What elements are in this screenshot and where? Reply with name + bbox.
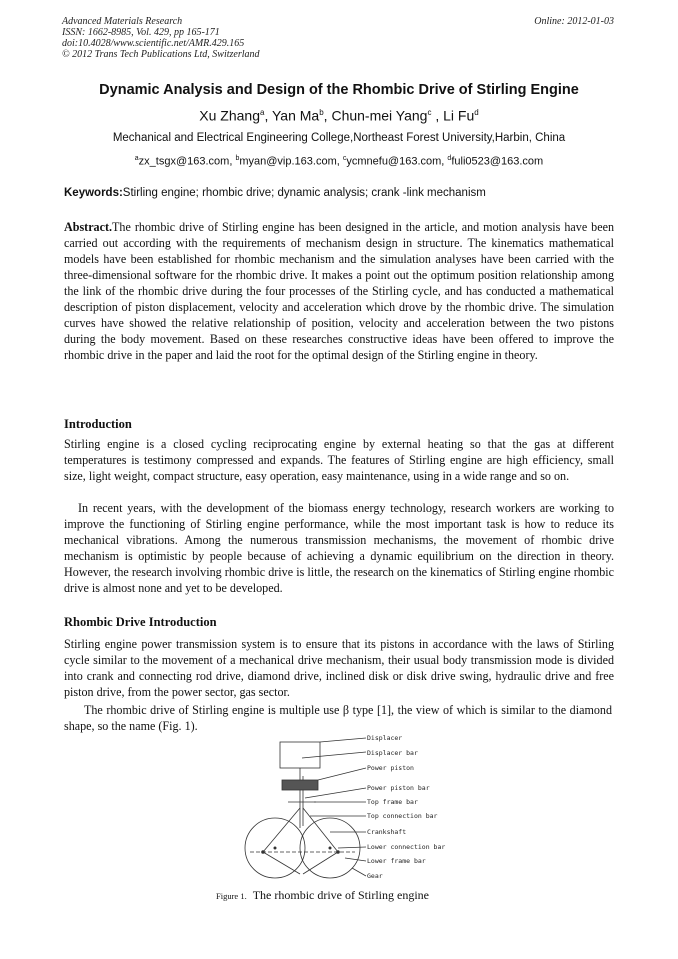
author-sep: , [264, 107, 272, 124]
figure-label: Crankshaft [367, 828, 407, 836]
intro-heading: Introduction [64, 417, 132, 431]
crank-centre-dot [329, 847, 332, 850]
abstract-text: The rhombic drive of Stirling engine has been designed in the article, and motion analysis have been carried out according with the requirements of mechanism design in structure. The kinematics mathematical models have been established for rhombic mechanism and the simulation analyses have been carried with the three-dimensional software for the rhombic drive. It makes a point out the optimum position relationship among the link of the rhombic drive during the four processes of the Stirling cycle, and has conducted a mathematical description of piston displacement, velocity and acceleration which drove by the rhombic drive. The simulation curves have showed the relative relationship of position, velocity and acceleration between the two pistons during the body movement. Based on these researches constructive ideas have been offered to improve the rhombic drive in the paper and laid the root for the optimal design of the Stirling engine in theory. [64, 220, 614, 362]
email-sep: , [441, 155, 448, 168]
author-name: Chun-mei Yang [331, 107, 428, 124]
email-sep: , [229, 155, 236, 168]
figure-label: Lower frame bar [367, 857, 426, 865]
figure-label: Top frame bar [367, 798, 418, 806]
paper-title: Dynamic Analysis and Design of the Rhombic Drive of Stirling Engine [99, 82, 579, 98]
top-link-right-shape [303, 808, 338, 852]
rhombic-paragraph-1: Stirling engine power transmission system is to ensure that its pistons in accordance with the laws of Stirling cycle similar to the movement of a mechanical drive mechanism, their usual body transmission mode is divided into crank and connecting rod drive, diamond drive, inclined disk or disk drive swing, hydraulic drive and free piston drive, from the power sector, gas sector. [64, 637, 614, 699]
author-name: Yan Ma [272, 107, 320, 124]
lower-link-left-shape [263, 852, 300, 874]
figure-caption-text: The rhombic drive of Stirling engine [252, 888, 429, 902]
email-list [40, 152, 638, 169]
keywords [64, 186, 616, 200]
displacer-shape [280, 742, 320, 768]
journal-name: Advanced Materials Research [62, 16, 183, 27]
rhombic-paragraph-2: The rhombic drive of Stirling engine is multiple use β type [1], the view of which is similar to the diamond shape, so the name (Fig. 1). [64, 703, 612, 733]
figure-number: Figure 1. [216, 891, 247, 901]
author-name: Xu Zhang [199, 107, 261, 124]
power-piston-shape [282, 780, 318, 790]
email-link[interactable]: myan@vip.163.com [239, 155, 337, 168]
author-sep: , [323, 107, 332, 124]
rhombic-drive-figure [230, 728, 460, 884]
email-sup: d [447, 155, 452, 162]
figure-label: Lower connection bar [367, 843, 446, 851]
keywords-label: Keywords: [64, 187, 123, 199]
email-sup: b [235, 155, 240, 162]
figure-label: Power piston [367, 764, 414, 772]
intro-paragraph-1: Stirling engine is a closed cycling reciprocating engine by external heating so that the gas at different temperatures is testimony compressed and expands. The features of Stirling engine are high efficiency, small size, light weight, compact structure, easy operation, easy maintenance, using in a wide range and so on. [64, 437, 614, 483]
lower-link-right-shape [303, 852, 338, 874]
keywords-text: Stirling engine; rhombic drive; dynamic analysis; crank -link mechanism [122, 187, 486, 199]
author-sup: a [260, 108, 265, 117]
online-date: Online: 2012-01-03 [534, 16, 614, 27]
rhombic-heading: Rhombic Drive Introduction [64, 615, 217, 629]
joint-dot [336, 850, 340, 854]
joint-dot [261, 850, 265, 854]
email-link[interactable]: zx_tsgx@163.com [138, 155, 230, 168]
crank-centre-dot [274, 847, 277, 850]
author-sup: d [474, 108, 479, 117]
intro-paragraph-2: In recent years, with the development of the biomass energy technology, research workers are working to improve the functioning of Stirling engine performance, while the most important task is how to reduce its mechanical vibrations. Among the numerous transmission mechanisms, the movement of rhombic drive mechanism is optimistic by people because of achieving a dynamic equilibrium on the direction in theory. However, the research involving rhombic drive is little, the research on the kinematics of Stirling engine rhombic drive is almost none and yet to be developed. [64, 501, 614, 595]
top-link-left-shape [263, 808, 300, 852]
figure-label: Top connection bar [367, 812, 438, 820]
author-sup: b [319, 108, 324, 117]
email-link[interactable]: ycmnefu@163.com [346, 155, 442, 168]
email-sep: , [336, 155, 343, 168]
email-sup: c [342, 155, 347, 162]
journal-meta [62, 16, 260, 60]
journal-issn: ISSN: 1662-8985, Vol. 429, pp 165-171 [62, 27, 220, 38]
journal-doi: doi:10.4028/www.scientific.net/AMR.429.165 [62, 38, 245, 49]
author-list [40, 104, 638, 125]
journal-copyright: © 2012 Trans Tech Publications Ltd, Switzerland [62, 49, 260, 60]
email-sup: a [134, 155, 139, 162]
figure-label: Displacer [367, 734, 403, 742]
affiliation: Mechanical and Electrical Engineering College,Northeast Forest University,Harbin, China [112, 132, 566, 144]
author-sep: , [431, 107, 444, 124]
email-link[interactable]: fuli0523@163.com [451, 155, 544, 168]
abstract [64, 219, 614, 363]
figure-label: Gear [367, 872, 383, 880]
author-name: Li Fu [443, 107, 475, 124]
abstract-label: Abstract. [64, 220, 113, 234]
figure-label: Displacer bar [367, 749, 418, 757]
figure-caption [216, 888, 429, 903]
figure-label: Power piston bar [367, 784, 430, 792]
author-sup: c [427, 108, 432, 117]
